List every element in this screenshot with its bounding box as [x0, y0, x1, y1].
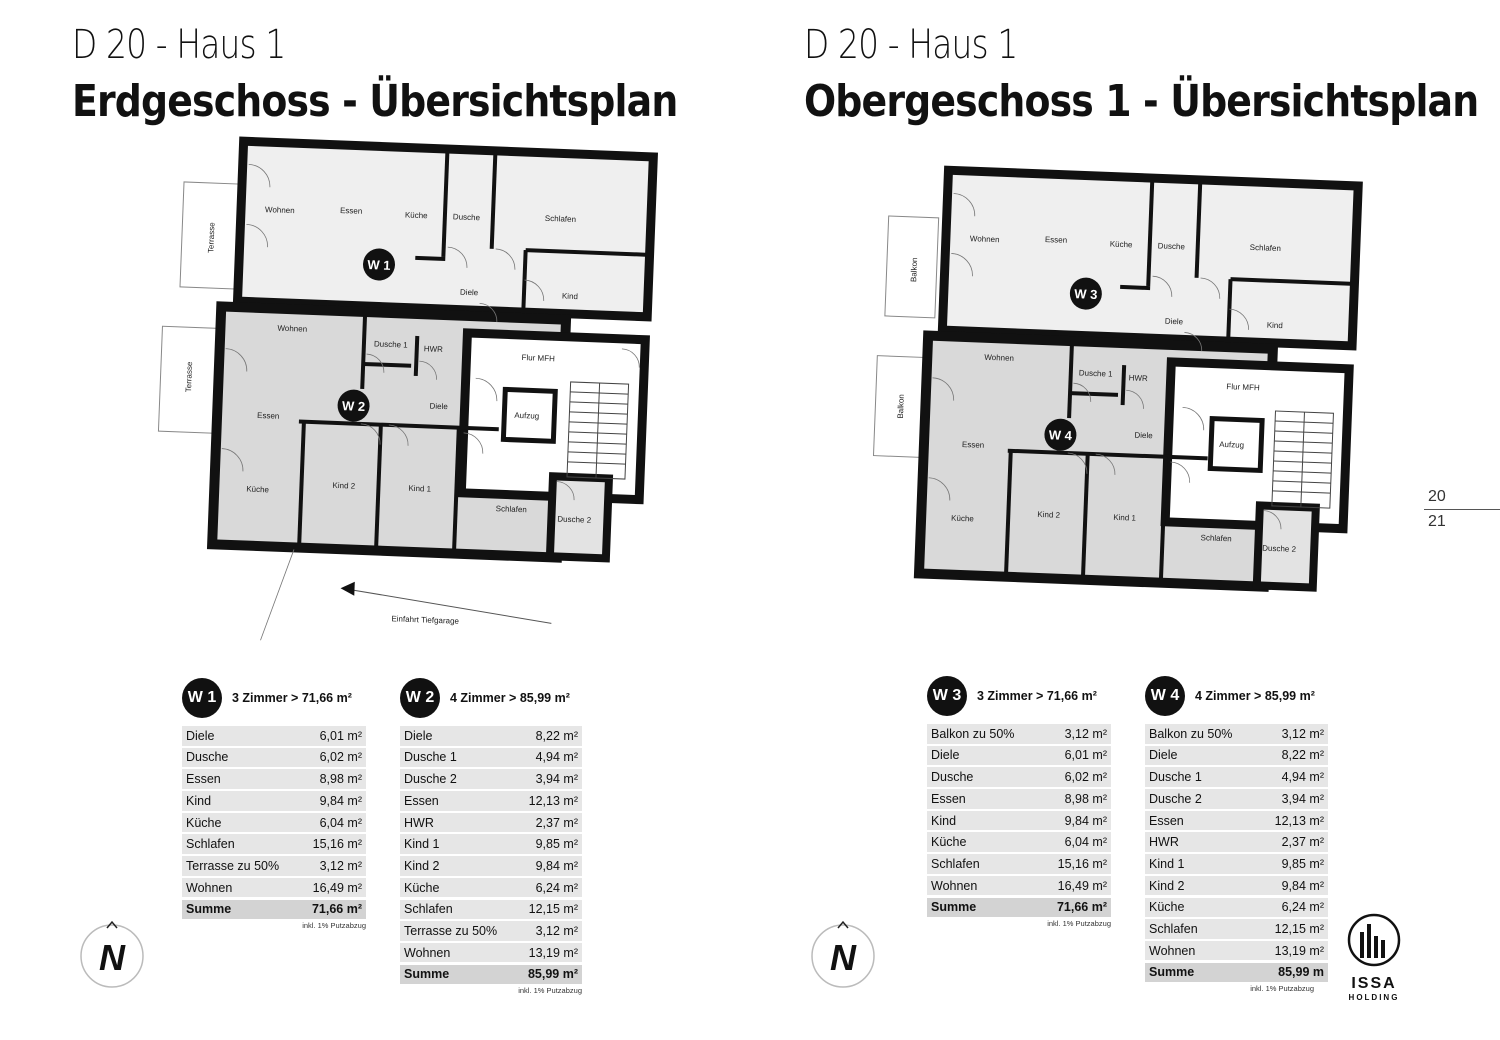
room-area: 12,15 m²	[528, 902, 578, 917]
room-essen-w2: Essen	[256, 410, 280, 421]
room-name: Wohnen	[404, 945, 451, 960]
room-name: Essen	[1149, 813, 1184, 828]
area-row	[400, 748, 582, 768]
badge-w3: W 3	[927, 676, 967, 716]
room-name: Balkon zu 50%	[931, 726, 1015, 741]
area-row	[182, 748, 366, 768]
area-row	[182, 878, 366, 898]
room-name: Kind 1	[404, 837, 440, 852]
room-area: 6,24 m²	[1281, 900, 1324, 915]
room-schlafen-w1: Schlafen	[544, 213, 577, 225]
room-flur-mfh-upper: Flur MFH	[1226, 382, 1260, 393]
page-divider	[1424, 509, 1500, 510]
area-row	[1145, 919, 1328, 939]
room-dusche1-w2: Dusche 1	[373, 339, 408, 350]
left-floor-title: Erdgeschoss - Übersichtsplan	[72, 76, 678, 127]
room-name: HWR	[1149, 835, 1179, 850]
room-flur-mfh: Flur MFH	[521, 353, 556, 364]
area-row	[1145, 724, 1328, 744]
area-sum-row	[927, 898, 1111, 918]
room-name: Kind	[186, 793, 212, 808]
area-row	[1145, 941, 1328, 961]
area-row	[400, 921, 582, 941]
room-name: Schlafen	[1149, 921, 1198, 936]
room-area: 8,22 m²	[535, 728, 578, 743]
room-area: 2,37 m²	[1281, 835, 1324, 850]
room-dusche2-w2: Dusche 2	[557, 514, 592, 525]
area-row	[400, 856, 582, 876]
room-name: Dusche	[931, 770, 974, 785]
area-row	[927, 854, 1111, 874]
room-diele-w3: Diele	[1164, 316, 1184, 327]
area-sum-row	[1145, 963, 1328, 983]
issa-holding-logo	[1340, 912, 1414, 1004]
room-dusche1-w4: Dusche 1	[1078, 368, 1113, 379]
room-balkon-lower: Balkon	[895, 393, 906, 419]
area-row	[400, 791, 582, 811]
room-area: 71,66 m²	[311, 902, 362, 917]
room-name: Dusche 1	[1149, 770, 1202, 785]
label-einfahrt: Einfahrt Tiefgarage	[391, 614, 460, 626]
room-name: Terrasse zu 50%	[404, 923, 498, 938]
room-dusche-w3: Dusche	[1157, 241, 1186, 252]
room-name: Essen	[931, 791, 966, 806]
area-row	[927, 724, 1111, 744]
plan-badge-w3: W 3	[1074, 286, 1098, 303]
room-name: Summe	[404, 967, 450, 982]
room-name: Summe	[931, 900, 977, 915]
room-aufzug: Aufzug	[514, 410, 540, 421]
room-area: 13,19 m²	[1274, 943, 1324, 958]
compass-north-icon	[78, 920, 148, 990]
room-area: 12,13 m²	[528, 793, 578, 808]
note-w4: inkl. 1% Putzabzug	[1250, 984, 1314, 994]
room-name: Essen	[404, 793, 439, 808]
area-row	[182, 726, 366, 746]
area-row	[1145, 898, 1328, 918]
area-row	[400, 900, 582, 920]
area-row	[400, 769, 582, 789]
room-area: 9,84 m²	[1064, 813, 1107, 828]
room-name: Schlafen	[404, 902, 453, 917]
room-kueche-w4: Küche	[950, 513, 974, 524]
badge-w2: W 2	[400, 678, 440, 718]
area-row	[1145, 854, 1328, 874]
room-area: 13,19 m²	[528, 945, 578, 960]
room-kind-w3: Kind	[1266, 320, 1283, 331]
area-rows-w2	[400, 726, 582, 984]
right-floor-title: Obergeschoss 1 - Übersichtsplan	[804, 76, 1479, 127]
svg-text:N: N	[830, 937, 856, 978]
room-diele-w1: Diele	[459, 287, 479, 298]
room-area: 16,49 m²	[1057, 878, 1107, 893]
room-kueche-w1: Küche	[404, 210, 428, 221]
room-name: Dusche 2	[404, 772, 457, 787]
room-name: Küche	[931, 835, 967, 850]
area-row	[182, 856, 366, 876]
room-name: Diele	[404, 728, 433, 743]
area-row	[400, 943, 582, 963]
room-kind2-w2: Kind 2	[332, 480, 356, 491]
room-area: 16,49 m²	[312, 880, 362, 895]
room-area: 4,94 m²	[535, 750, 578, 765]
room-area: 3,94 m²	[1281, 791, 1324, 806]
room-name: Dusche 2	[1149, 791, 1202, 806]
room-area: 9,84 m²	[319, 793, 362, 808]
note-w2: inkl. 1% Putzabzug	[518, 986, 582, 996]
room-name: Diele	[186, 728, 215, 743]
room-schlafen-w4: Schlafen	[1200, 533, 1232, 544]
room-area: 3,12 m²	[1064, 726, 1107, 741]
room-name: Dusche	[186, 750, 229, 765]
room-area: 12,15 m²	[1274, 921, 1324, 936]
area-rows-w3	[927, 724, 1111, 917]
room-area: 3,94 m²	[535, 772, 578, 787]
room-area: 8,22 m²	[1281, 748, 1324, 763]
room-area: 3,12 m²	[535, 923, 578, 938]
room-kind1-w2: Kind 1	[408, 483, 432, 494]
room-area: 85,99 m²	[527, 967, 578, 982]
area-row	[400, 813, 582, 833]
room-area: 8,98 m²	[319, 772, 362, 787]
room-kind-w1: Kind	[561, 291, 579, 302]
area-row	[927, 789, 1111, 809]
room-name: Wohnen	[186, 880, 233, 895]
room-wohnen-w2: Wohnen	[277, 323, 308, 334]
room-area: 85,99 m	[1278, 965, 1324, 980]
area-row	[927, 746, 1111, 766]
area-row	[1145, 811, 1328, 831]
room-area: 12,13 m²	[1274, 813, 1324, 828]
room-kind2-w4: Kind 2	[1037, 509, 1061, 520]
note-w1: inkl. 1% Putzabzug	[302, 921, 366, 931]
room-terrasse-lower: Terrasse	[183, 361, 195, 393]
room-name: Schlafen	[931, 856, 980, 871]
room-name: Summe	[186, 902, 232, 917]
room-area: 6,01 m²	[1064, 748, 1107, 763]
room-area: 15,16 m²	[312, 837, 362, 852]
left-house-title: D 20 - Haus 1	[72, 22, 286, 68]
room-name: Diele	[1149, 748, 1178, 763]
room-balkon-upper: Balkon	[909, 257, 920, 283]
room-area: 9,84 m²	[535, 858, 578, 873]
compass-north-icon-right	[809, 920, 879, 990]
room-area: 4,94 m²	[1281, 770, 1324, 785]
room-name: Küche	[1149, 900, 1185, 915]
area-rows-w4	[1145, 724, 1328, 982]
area-row	[400, 878, 582, 898]
area-row	[927, 811, 1111, 831]
room-name: Balkon zu 50%	[1149, 726, 1233, 741]
room-name: Kind 2	[404, 858, 440, 873]
area-row	[927, 876, 1111, 896]
room-name: Wohnen	[931, 878, 978, 893]
room-area: 2,37 m²	[535, 815, 578, 830]
page-number-right: 21	[1428, 513, 1446, 530]
room-name: Essen	[186, 772, 221, 787]
room-name: Kind	[931, 813, 957, 828]
room-area: 6,02 m²	[1064, 770, 1107, 785]
plan-badge-w1: W 1	[367, 257, 391, 273]
room-name: HWR	[404, 815, 434, 830]
room-area: 3,12 m²	[1281, 726, 1324, 741]
room-area: 9,84 m²	[1281, 878, 1324, 893]
room-essen-w3: Essen	[1044, 235, 1068, 245]
room-name: Kind 1	[1149, 856, 1185, 871]
room-aufzug-upper: Aufzug	[1219, 439, 1245, 450]
area-row	[1145, 876, 1328, 896]
area-row	[1145, 789, 1328, 809]
room-wohnen-w1: Wohnen	[264, 205, 295, 216]
room-dusche-w1: Dusche	[452, 212, 481, 223]
unit-title-w1: 3 Zimmer > 71,66 m²	[232, 691, 352, 705]
right-house-title: D 20 - Haus 1	[804, 22, 1018, 68]
area-row	[182, 813, 366, 833]
room-dusche2-w4: Dusche 2	[1262, 543, 1297, 554]
badge-w1: W 1	[182, 678, 222, 718]
room-name: Diele	[931, 748, 960, 763]
area-rows-w1	[182, 726, 366, 919]
unit-title-w2: 4 Zimmer > 85,99 m²	[450, 691, 570, 705]
area-sum-row	[400, 965, 582, 985]
room-area: 9,85 m²	[1281, 856, 1324, 871]
area-row	[927, 832, 1111, 852]
area-row	[182, 834, 366, 854]
room-name: Wohnen	[1149, 943, 1196, 958]
room-area: 6,01 m²	[319, 728, 362, 743]
svg-text:ISSA: ISSA	[1351, 975, 1397, 992]
upper-floor-plan	[860, 165, 1380, 625]
area-table-w4	[1145, 676, 1328, 993]
ground-floor-plan	[100, 135, 680, 655]
room-name: Terrasse zu 50%	[186, 858, 280, 873]
room-wohnen-w3: Wohnen	[969, 234, 1000, 245]
area-row	[182, 791, 366, 811]
note-w3: inkl. 1% Putzabzug	[1047, 919, 1111, 929]
room-kueche-w2: Küche	[246, 484, 270, 495]
area-row	[927, 767, 1111, 787]
room-essen-w4: Essen	[961, 439, 985, 450]
room-hwr-w4: HWR	[1128, 373, 1148, 384]
svg-text:HOLDING: HOLDING	[1348, 993, 1400, 1002]
room-area: 3,12 m²	[319, 858, 362, 873]
area-row	[1145, 767, 1328, 787]
plan-badge-w2: W 2	[341, 398, 366, 415]
unit-title-w4: 4 Zimmer > 85,99 m²	[1195, 689, 1315, 703]
room-schlafen-w3: Schlafen	[1249, 242, 1282, 254]
room-diele-w4: Diele	[1134, 430, 1153, 441]
room-schlafen-w2: Schlafen	[495, 504, 528, 515]
area-table-w1	[182, 678, 366, 930]
room-area: 8,98 m²	[1064, 791, 1107, 806]
room-name: Dusche 1	[404, 750, 457, 765]
page-number-left: 20	[1428, 488, 1446, 505]
room-essen-w1: Essen	[339, 205, 363, 216]
svg-text:N: N	[99, 937, 125, 978]
room-name: Schlafen	[186, 837, 235, 852]
area-table-w2	[400, 678, 582, 995]
room-area: 6,04 m²	[1064, 835, 1107, 850]
room-name: Küche	[186, 815, 222, 830]
area-row	[1145, 746, 1328, 766]
room-kind1-w4: Kind 1	[1113, 512, 1137, 523]
room-name: Summe	[1149, 965, 1195, 980]
room-area: 15,16 m²	[1057, 856, 1107, 871]
badge-w4: W 4	[1145, 676, 1185, 716]
room-kueche-w3: Küche	[1109, 239, 1133, 250]
room-area: 71,66 m²	[1056, 900, 1107, 915]
room-hwr-w2: HWR	[423, 344, 444, 354]
area-row	[1145, 832, 1328, 852]
room-area: 6,02 m²	[319, 750, 362, 765]
area-row	[400, 726, 582, 746]
area-table-w3	[927, 676, 1111, 928]
room-area: 6,24 m²	[535, 880, 578, 895]
plan-badge-w4: W 4	[1048, 427, 1073, 444]
area-row	[400, 834, 582, 854]
room-wohnen-w4: Wohnen	[984, 352, 1015, 363]
room-area: 6,04 m²	[319, 815, 362, 830]
room-terrasse-upper: Terrasse	[206, 222, 217, 254]
room-name: Küche	[404, 880, 440, 895]
unit-title-w3: 3 Zimmer > 71,66 m²	[977, 689, 1097, 703]
room-name: Kind 2	[1149, 878, 1185, 893]
room-area: 9,85 m²	[535, 837, 578, 852]
area-row	[182, 769, 366, 789]
room-diele-w2: Diele	[429, 401, 448, 412]
area-sum-row	[182, 900, 366, 920]
